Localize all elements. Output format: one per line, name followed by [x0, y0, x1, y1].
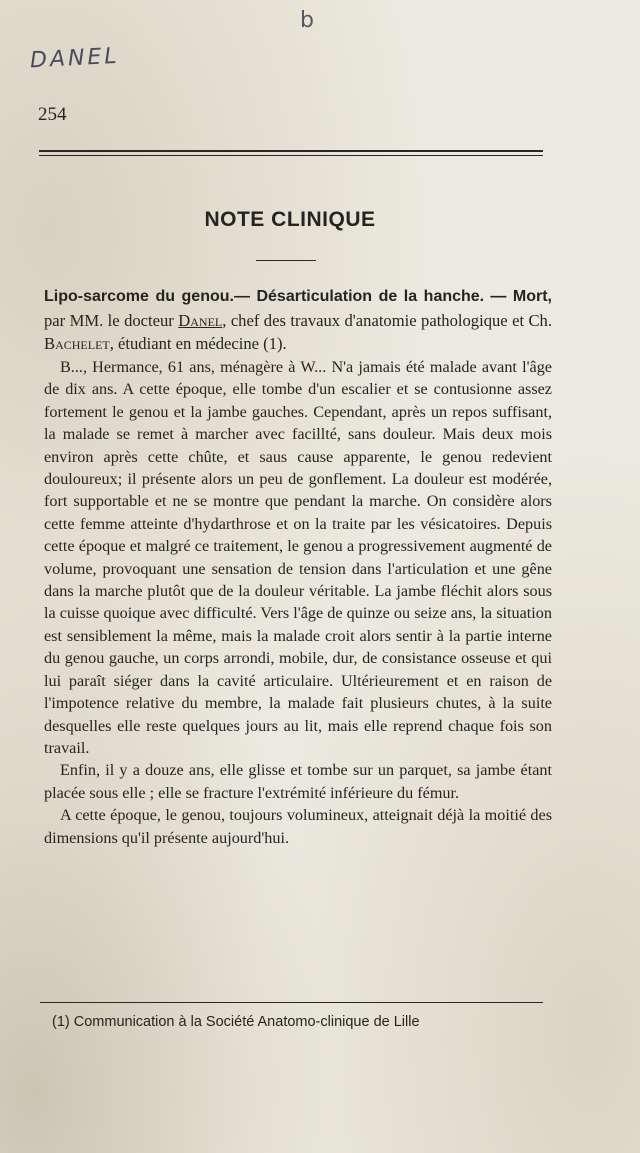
- article-title: Lipo-sarcome du genou.— Désarticulation de la hanche.: [44, 288, 485, 305]
- author-bachelet-desc: , étudiant en médecine (1).: [109, 334, 287, 353]
- handwritten-author-note: DANEL: [29, 43, 121, 74]
- article-body: [44, 356, 552, 849]
- title-underline: [256, 260, 316, 261]
- author-danel: Danel: [178, 310, 223, 330]
- article-mort: — Mort,: [490, 288, 552, 305]
- header-double-rule: [39, 150, 543, 152]
- article-heading: [44, 284, 552, 356]
- footnote: (1) Communication à la Société Anatomo-clinique de Lille: [52, 1014, 420, 1030]
- footnote-rule: [40, 1002, 543, 1003]
- paragraph: A cette époque, le genou, toujours volumineux, atteignait déjà la moitié des dimensions qu'il présente aujourd'hui.: [44, 806, 552, 847]
- page-number: 254: [38, 104, 67, 125]
- author-danel-desc: , chef des travaux d'anatomie pathologique et Ch.: [222, 310, 552, 330]
- handwritten-mark: b: [300, 8, 314, 33]
- article-by: par MM. le docteur: [44, 310, 179, 330]
- paragraph: B..., Hermance, 61 ans, ménagère à W... N'a jamais été malade avant l'âge de dix ans. A cette époque, elle tombe d'un escalier et se contusionne assez fortement le genou et la jambe gauches. Cependant, après un repos suffisant, la malade se remet à marcher avec facillté, sans douleur. Mais deux mois environ après cette chûte, et saus cause apparente, le genou redevient douloureux; il présente alors un peu de gonflement. La douleur est modérée, fort supportable et ne se montre que pendant la marche. On considère alors cette femme atteinte d'hydarthrose et on la traite par les vésicatoires. Depuis cette époque et malgré ce traitement, le genou a progressivement augmenté de volume, provoquant une sensation de tension dans l'articulation et une gêne dans la marche plutôt que de la douleur véritable. La jambe fléchit alors sous la cuisse quoique avec difficulté. Vers l'âge de quinze ou seize ans, la situation est sensiblement la même, mais la malade croit alors sentir à la partie interne du genou gauche, un corps arrondi, mobile, dur, de consistance osseuse et qui lui paraît siéger dans la cavité articulaire. Ultérieurement et en raison de l'impotence relative du membre, la malade fait plusieurs chutes, à la suite desquelles elle reste quelques jours au lit, mais elle reprend chaque fois son travail.: [44, 358, 552, 757]
- paragraph: Enfin, il y a douze ans, elle glisse et tombe sur un parquet, sa jambe étant placée sous elle ; elle se fracture l'extrémité inférieure du fémur.: [44, 761, 552, 802]
- section-title: NOTE CLINIQUE: [204, 208, 376, 231]
- author-bachelet: Bachelet: [44, 334, 110, 353]
